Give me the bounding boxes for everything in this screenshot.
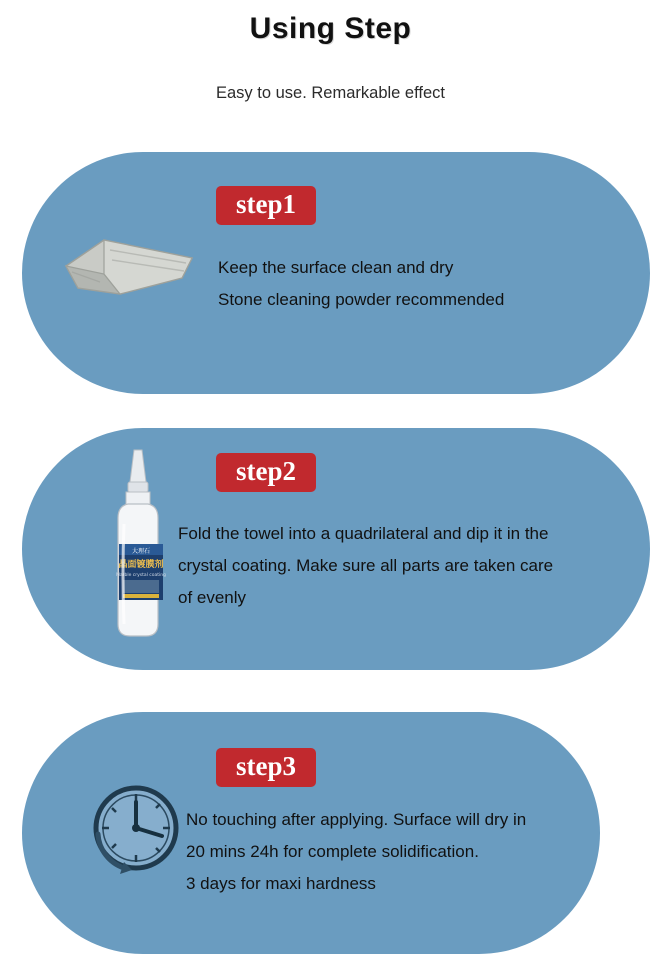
- svg-text:晶面镀膜剂: 晶面镀膜剂: [118, 560, 164, 570]
- step-text-1: [218, 252, 618, 316]
- step-text-line: 20 mins 24h for complete solidification.: [186, 841, 479, 861]
- microfiber-towel-icon: [60, 232, 200, 302]
- clock-icon: [84, 778, 188, 882]
- step-badge-3: step3: [216, 748, 316, 787]
- step-text-line: Fold the towel into a quadrilateral and dip it in the: [178, 524, 549, 543]
- svg-text:大理石: 大理石: [131, 548, 151, 555]
- step-text-line: crystal coating. Make sure all parts are taken care: [178, 555, 554, 575]
- step-text-line: 3 days for maxi hardness: [186, 873, 376, 893]
- step-text-3: [186, 804, 616, 900]
- step-badge-2: step2: [216, 453, 316, 492]
- coating-bottle-icon: [104, 448, 178, 644]
- step-text-line: Keep the surface clean and dry: [218, 258, 454, 277]
- step-text-2: [178, 518, 638, 614]
- step-text-line: of evenly: [178, 587, 247, 607]
- svg-text:Marble crystal coating: Marble crystal coating: [115, 573, 167, 578]
- step-badge-1: step1: [216, 186, 316, 225]
- page-title: Using Step: [249, 12, 412, 45]
- step-text-line: Stone cleaning powder recommended: [218, 289, 505, 309]
- page-subtitle: Easy to use. Remarkable effect: [216, 84, 445, 102]
- step-text-line: No touching after applying. Surface will dry in: [186, 810, 527, 829]
